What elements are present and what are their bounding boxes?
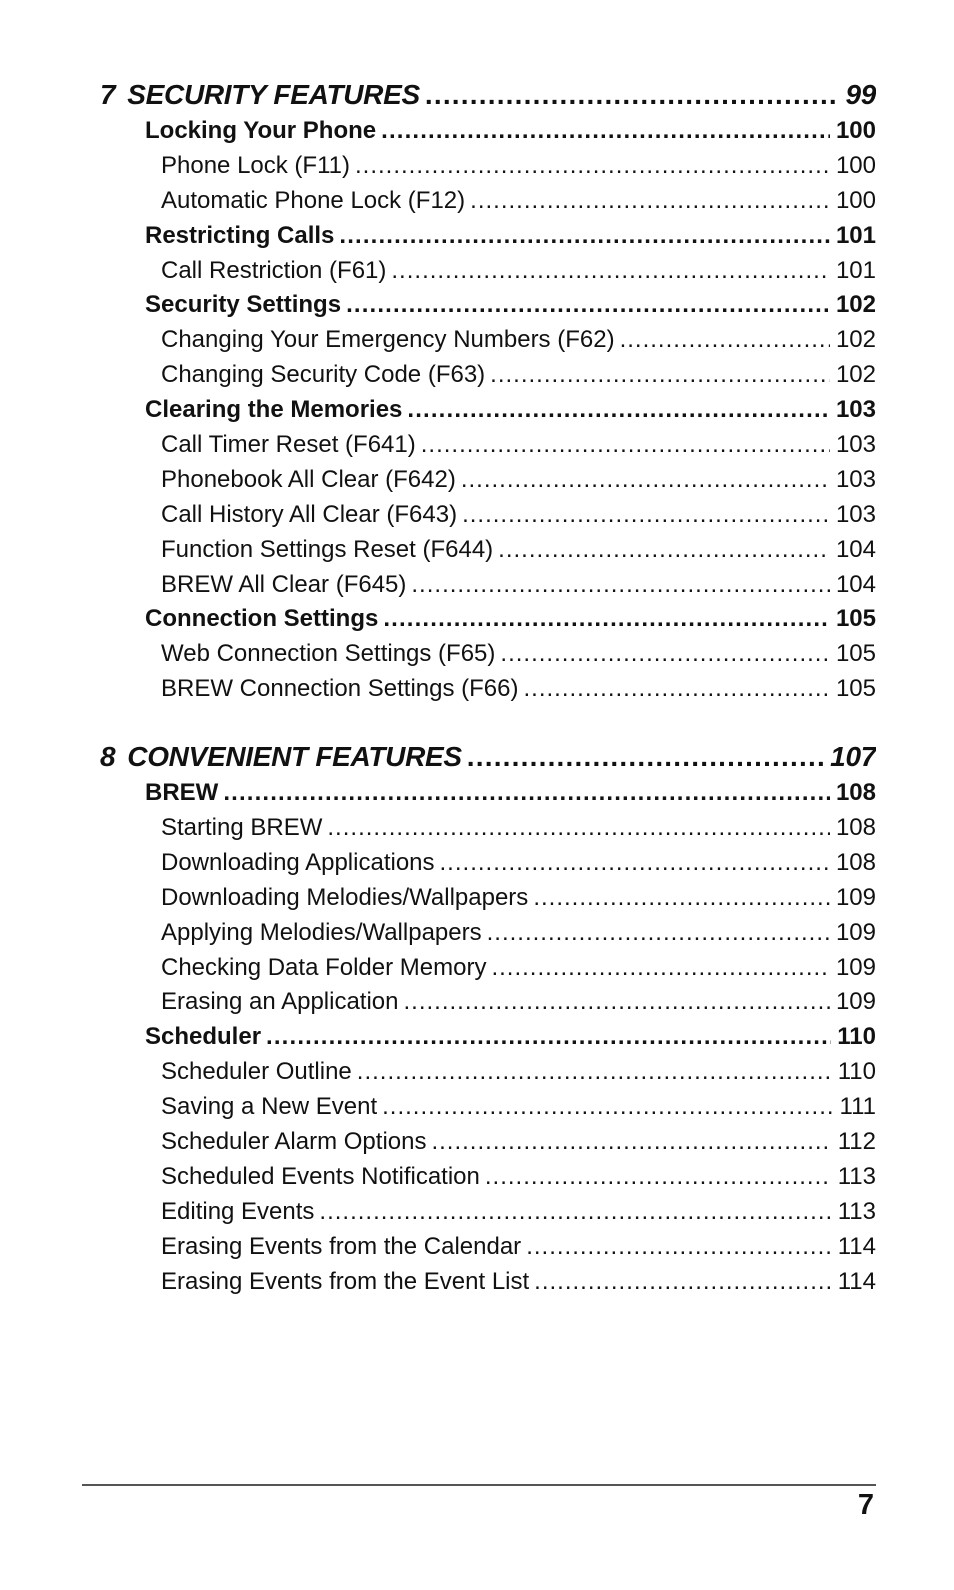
dot-leader (327, 811, 830, 846)
table-of-contents (100, 76, 876, 1300)
section-title: Locking Your Phone (145, 117, 377, 144)
dot-leader (404, 985, 830, 1020)
dot-leader (487, 916, 830, 951)
dot-leader (498, 533, 830, 568)
item-page: 109 (835, 883, 876, 911)
section-entry[interactable] (100, 1020, 876, 1055)
section-page: 100 (835, 117, 876, 144)
item-page: 103 (835, 500, 876, 528)
dot-leader (461, 463, 830, 498)
item-page: 100 (835, 186, 876, 214)
item-title: Starting BREW (161, 814, 323, 842)
dot-leader (440, 846, 830, 881)
item-page: 102 (835, 361, 876, 389)
item-title: Phone Lock (F11) (161, 151, 350, 179)
toc-item[interactable] (100, 637, 876, 672)
dot-leader (223, 776, 830, 811)
dot-leader (490, 358, 830, 393)
item-title: Editing Events (161, 1197, 315, 1225)
section-entry[interactable] (100, 602, 876, 637)
dot-leader (462, 498, 830, 533)
dot-leader (346, 288, 830, 323)
toc-item[interactable] (100, 1125, 876, 1160)
dot-leader (381, 114, 830, 149)
dot-leader (523, 672, 829, 707)
section-entry[interactable] (100, 393, 876, 428)
toc-item[interactable] (100, 1160, 876, 1195)
toc-item[interactable] (100, 358, 876, 393)
section-page: 101 (835, 221, 876, 249)
item-title: Scheduler Outline (161, 1058, 352, 1086)
section-page: 105 (835, 605, 876, 633)
dot-leader (407, 393, 830, 428)
item-page: 111 (839, 1093, 876, 1121)
toc-item[interactable] (100, 811, 876, 846)
toc-item[interactable] (100, 672, 876, 707)
toc-item[interactable] (100, 1230, 876, 1265)
toc-item[interactable] (100, 533, 876, 568)
dot-leader (339, 219, 830, 254)
item-page: 100 (835, 151, 876, 179)
dot-leader (425, 76, 840, 114)
toc-item[interactable] (100, 985, 876, 1020)
item-title: BREW Connection Settings (F66) (161, 675, 519, 703)
toc-item[interactable] (100, 1055, 876, 1090)
toc-item[interactable] (100, 463, 876, 498)
item-page: 104 (835, 535, 876, 563)
footer-divider (82, 1484, 876, 1486)
item-page: 113 (837, 1197, 876, 1225)
section-title: Restricting Calls (145, 221, 335, 249)
section-page: 102 (835, 291, 876, 319)
dot-leader (383, 602, 830, 637)
chapter-spacer (100, 707, 876, 738)
item-title: Web Connection Settings (F65) (161, 640, 496, 668)
item-page: 105 (835, 675, 876, 703)
toc-item[interactable] (100, 428, 876, 463)
toc-item[interactable] (100, 846, 876, 881)
item-title: Downloading Melodies/Wallpapers (161, 883, 529, 911)
dot-leader (491, 951, 830, 986)
item-title: BREW All Clear (F645) (161, 570, 407, 598)
chapter-page: 107 (830, 741, 876, 773)
item-page: 109 (835, 953, 876, 981)
toc-item[interactable] (100, 1090, 876, 1125)
item-title: Call Restriction (F61) (161, 256, 387, 284)
dot-leader (382, 1090, 833, 1125)
chapter-number: 7 (100, 79, 116, 110)
toc-item[interactable] (100, 1195, 876, 1230)
chapter-number: 8 (100, 741, 116, 773)
item-title: Downloading Applications (161, 848, 435, 876)
item-page: 109 (835, 918, 876, 946)
section-title: Connection Settings (145, 605, 379, 633)
toc-item[interactable] (100, 149, 876, 184)
toc-item[interactable] (100, 323, 876, 358)
item-title: Applying Melodies/Wallpapers (161, 918, 482, 946)
item-title: Scheduled Events Notification (161, 1162, 480, 1190)
item-title: Erasing Events from the Calendar (161, 1232, 522, 1260)
item-title: Automatic Phone Lock (F12) (161, 186, 466, 214)
toc-item[interactable] (100, 254, 876, 289)
dot-leader (391, 254, 830, 289)
section-page: 108 (835, 779, 876, 807)
section-page: 110 (837, 1023, 876, 1051)
section-entry[interactable] (100, 776, 876, 811)
toc-item[interactable] (100, 916, 876, 951)
dot-leader (431, 1125, 831, 1160)
chapter-title: SECURITY FEATURES (127, 79, 420, 110)
item-page: 101 (835, 256, 876, 284)
item-page: 114 (837, 1267, 876, 1295)
item-title: Erasing Events from the Event List (161, 1267, 530, 1295)
item-title: Call History All Clear (F643) (161, 500, 458, 528)
item-title: Changing Your Emergency Numbers (F62) (161, 326, 615, 354)
dot-leader (411, 568, 830, 603)
item-page: 105 (835, 640, 876, 668)
chapter-heading[interactable] (100, 738, 876, 776)
section-page: 103 (835, 396, 876, 424)
dot-leader (485, 1160, 832, 1195)
item-title: Function Settings Reset (F644) (161, 535, 494, 563)
dot-leader (467, 738, 824, 776)
toc-item[interactable] (100, 881, 876, 916)
section-entry[interactable] (100, 288, 876, 323)
dot-leader (533, 881, 830, 916)
item-page: 112 (837, 1128, 876, 1156)
item-page: 103 (835, 465, 876, 493)
dot-leader (526, 1230, 832, 1265)
toc-item[interactable] (100, 1265, 876, 1300)
section-entry[interactable] (100, 219, 876, 254)
dot-leader (470, 184, 830, 219)
item-page: 109 (835, 988, 876, 1016)
item-page: 113 (837, 1162, 876, 1190)
toc-item[interactable] (100, 951, 876, 986)
section-title: Scheduler (145, 1023, 262, 1051)
item-title: Saving a New Event (161, 1093, 378, 1121)
dot-leader (500, 637, 830, 672)
item-title: Changing Security Code (F63) (161, 361, 486, 389)
item-page: 110 (837, 1058, 876, 1086)
chapter-7 (100, 76, 876, 707)
dot-leader (319, 1195, 831, 1230)
item-title: Scheduler Alarm Options (161, 1128, 427, 1156)
toc-item[interactable] (100, 184, 876, 219)
dot-leader (421, 428, 830, 463)
dot-leader (620, 323, 830, 358)
item-page: 102 (835, 326, 876, 354)
section-title: Clearing the Memories (145, 396, 403, 424)
section-title: BREW (145, 779, 219, 807)
chapter-8 (100, 738, 876, 1299)
item-title: Call Timer Reset (F641) (161, 431, 416, 459)
section-title: Security Settings (145, 291, 342, 319)
item-page: 104 (835, 570, 876, 598)
chapter-heading[interactable] (100, 76, 876, 114)
toc-item[interactable] (100, 498, 876, 533)
chapter-title: CONVENIENT FEATURES (127, 741, 462, 773)
dot-leader (534, 1265, 832, 1300)
item-page: 114 (837, 1232, 876, 1260)
item-title: Checking Data Folder Memory (161, 953, 487, 981)
item-page: 108 (835, 814, 876, 842)
item-page: 103 (835, 431, 876, 459)
dot-leader (266, 1020, 831, 1055)
page-number: 7 (857, 1489, 874, 1521)
toc-item[interactable] (100, 568, 876, 603)
dot-leader (357, 1055, 832, 1090)
item-title: Erasing an Application (161, 988, 399, 1016)
item-page: 108 (835, 848, 876, 876)
chapter-page: 99 (845, 79, 876, 110)
dot-leader (355, 149, 830, 184)
item-title: Phonebook All Clear (F642) (161, 465, 456, 493)
section-entry[interactable] (100, 114, 876, 149)
